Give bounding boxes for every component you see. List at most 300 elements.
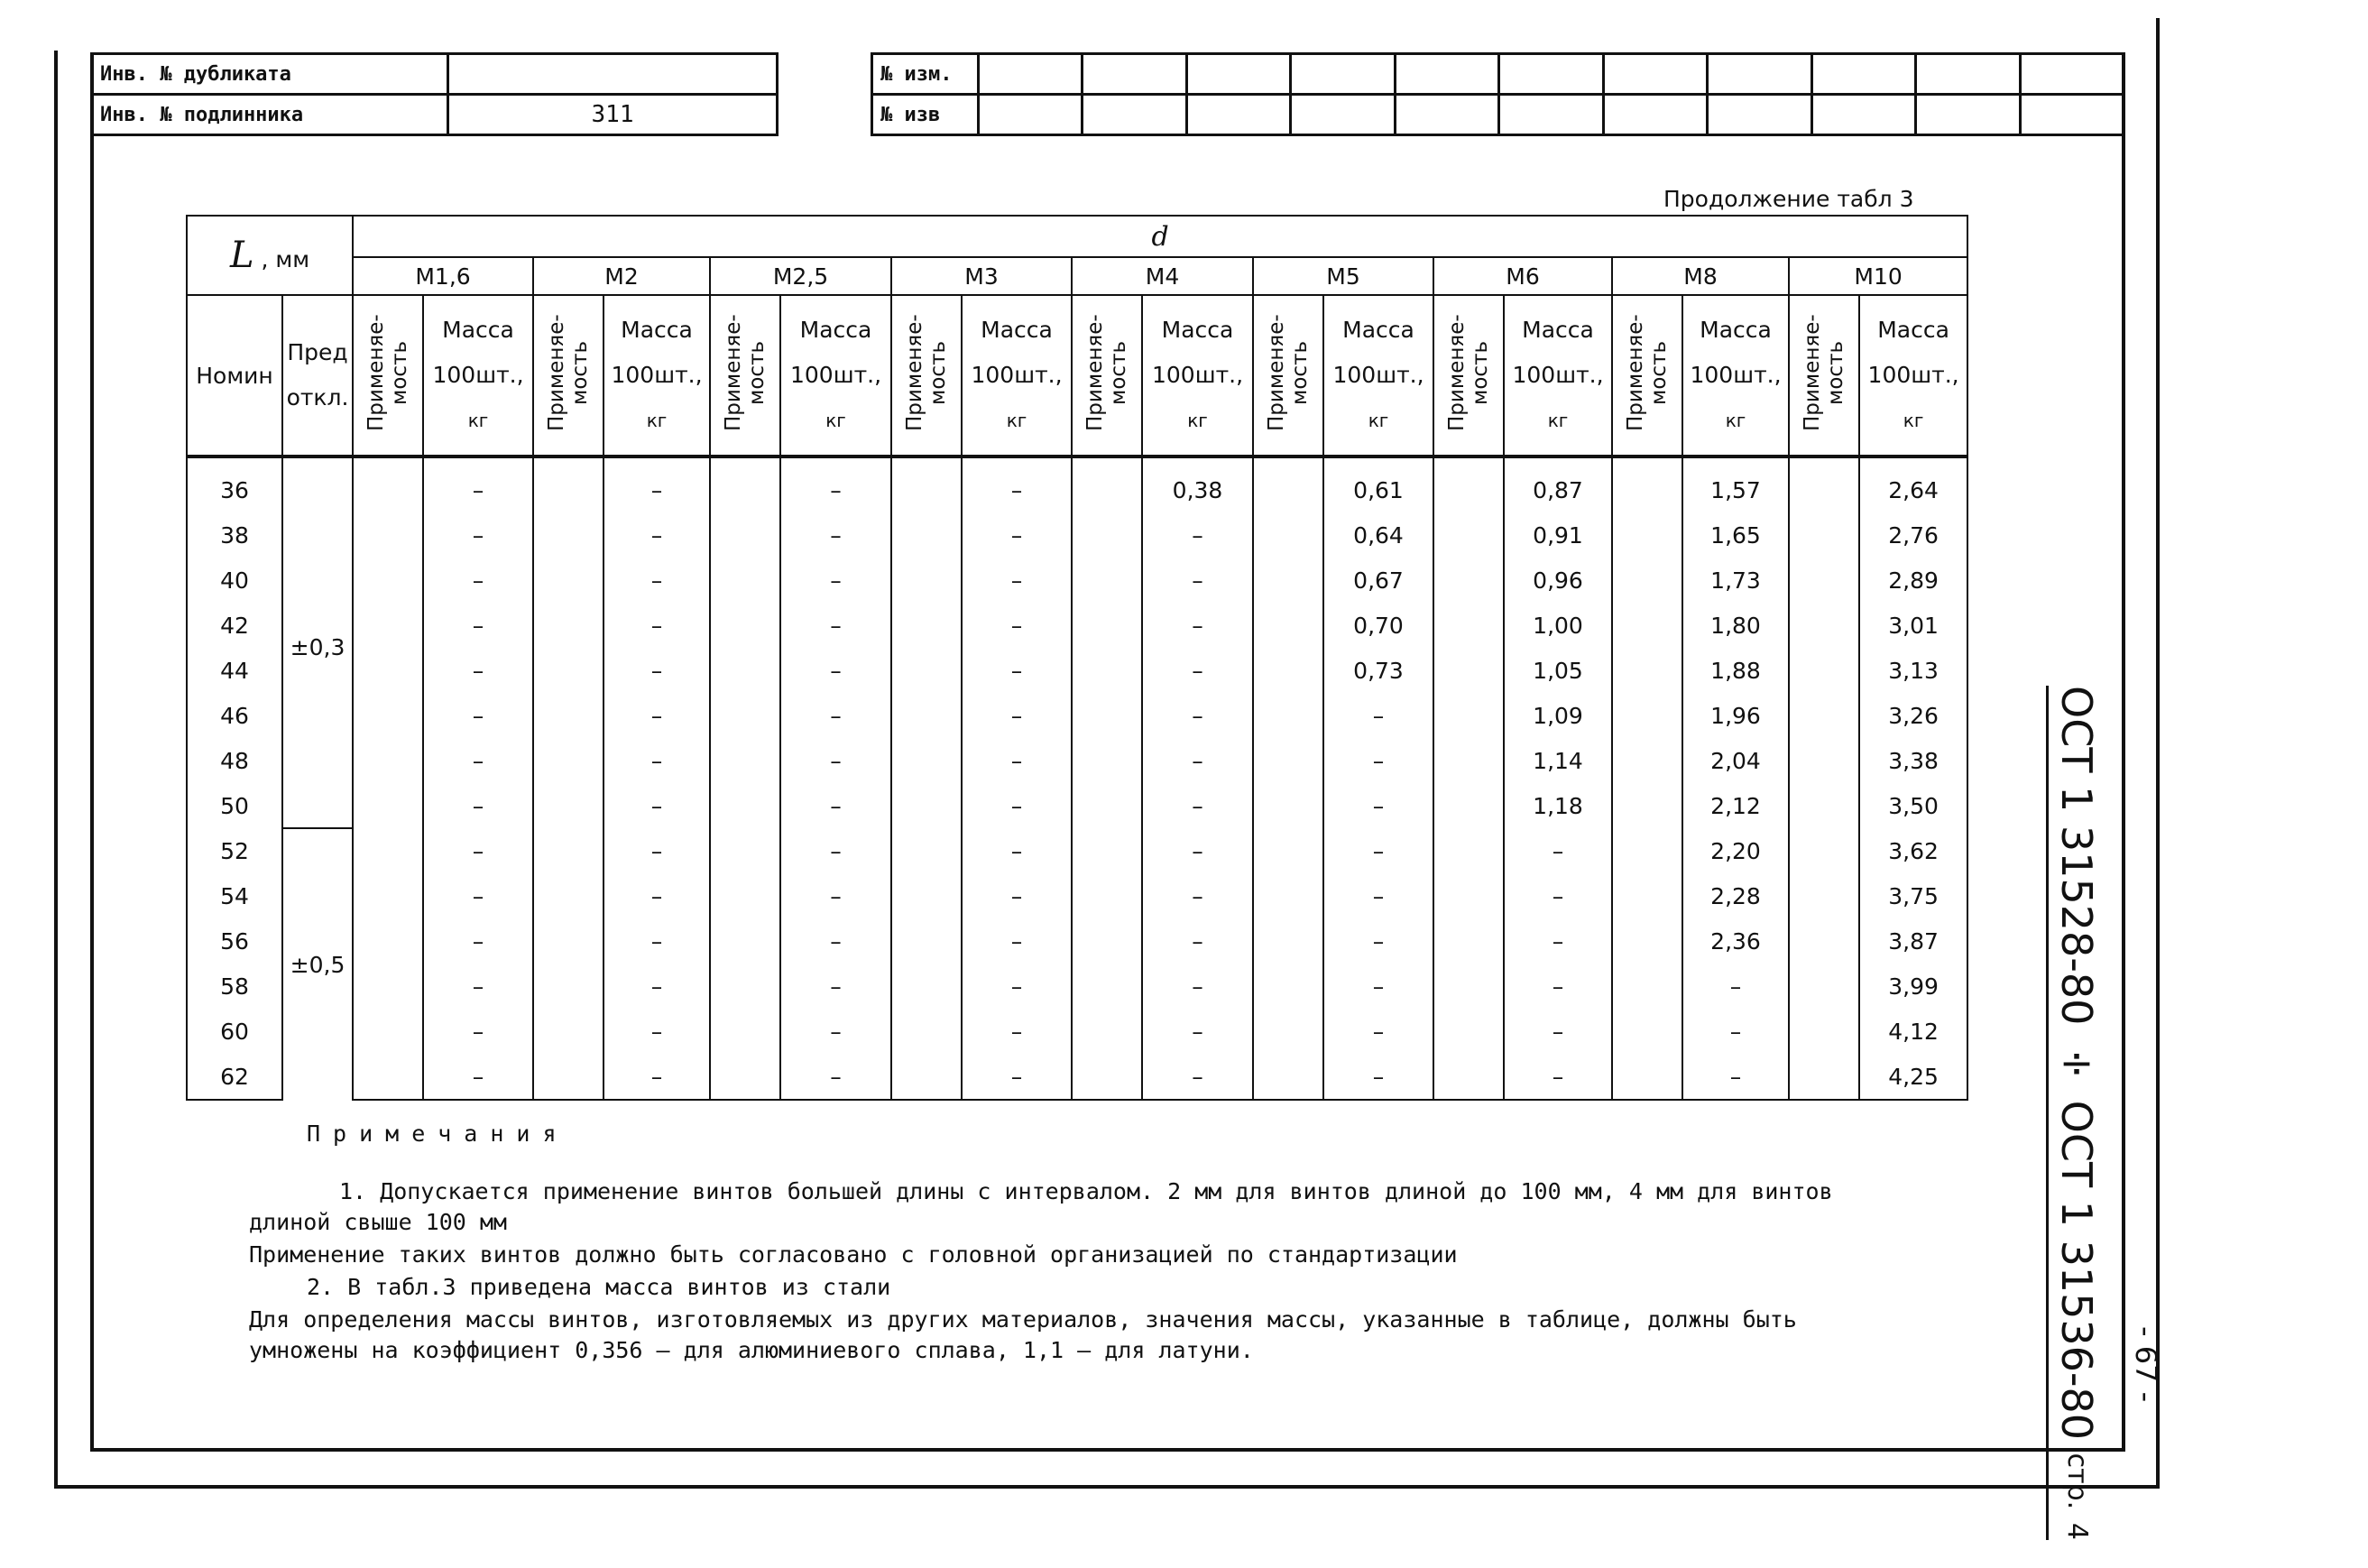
mass-cell: – <box>780 693 891 738</box>
table-row <box>187 512 1967 558</box>
mass-cell: – <box>1142 738 1253 783</box>
mass-cell: – <box>780 738 891 783</box>
mass-header-line: кг <box>1903 410 1924 431</box>
table-row <box>187 1009 1967 1054</box>
mass-cell: 3,87 <box>1859 918 1967 964</box>
mass-table-body <box>187 457 1967 1100</box>
applicability-cell <box>1253 512 1323 558</box>
size-header: M8 <box>1612 257 1789 295</box>
applicability-cell <box>353 558 423 603</box>
applicability-header-text: Применяе-мость <box>1083 314 1131 431</box>
mass-cell: – <box>1323 693 1433 738</box>
mass-cell: 3,38 <box>1859 738 1967 783</box>
mass-header-line: 100шт., <box>1512 362 1604 388</box>
mass-cell: – <box>1323 964 1433 1009</box>
outer-frame-bottom <box>54 1485 2160 1489</box>
applicability-cell <box>1072 693 1142 738</box>
applicability-cell <box>1072 603 1142 648</box>
mass-header-line: Масса <box>981 317 1053 343</box>
mass-cell: 3,99 <box>1859 964 1967 1009</box>
applicability-cell <box>1433 457 1504 512</box>
applicability-cell <box>353 918 423 964</box>
mass-cell: 1,96 <box>1682 693 1789 738</box>
note-2-line-2: Для определения массы винтов, изготовляемых из других материалов, значения массы, указанные в таблице, должны быть <box>249 1306 1797 1333</box>
applicability-cell <box>1253 738 1323 783</box>
applicability-cell <box>1789 603 1859 648</box>
mass-header-line: кг <box>1368 410 1389 431</box>
mass-cell: 1,18 <box>1504 783 1612 828</box>
standard-code <box>2046 686 2101 1540</box>
applicability-cell <box>710 457 780 512</box>
mass-cell: – <box>423 603 533 648</box>
deviation-header-line1: Пред <box>287 339 348 365</box>
sheet-number: - 67 - <box>2129 1326 2163 1403</box>
mass-cell: – <box>1142 693 1253 738</box>
mass-cell: – <box>962 512 1072 558</box>
mass-cell: – <box>604 964 710 1009</box>
standard-code-text: ОСТ 1 31528-80 ÷ ОСТ 1 31536-80 <box>2052 686 2101 1441</box>
mass-cell: 0,38 <box>1142 457 1253 512</box>
mass-cell: – <box>423 1009 533 1054</box>
applicability-cell <box>1789 558 1859 603</box>
applicability-header-text: Применяе-мость <box>1801 314 1848 431</box>
stamp-changes-table <box>871 52 2125 136</box>
applicability-cell <box>710 783 780 828</box>
applicability-cell <box>1612 457 1682 512</box>
mass-cell: 1,88 <box>1682 648 1789 693</box>
mass-cell: – <box>962 964 1072 1009</box>
mass-header <box>423 295 533 457</box>
mass-cell: 1,14 <box>1504 738 1612 783</box>
applicability-cell <box>353 693 423 738</box>
mass-cell: – <box>780 1054 891 1100</box>
applicability-cell <box>1789 964 1859 1009</box>
applicability-cell <box>1253 828 1323 873</box>
d-symbol: d <box>1151 220 1169 253</box>
applicability-header-text: Применяе-мость <box>1445 314 1493 431</box>
nominal-length-cell: 62 <box>187 1054 282 1100</box>
size-header: M5 <box>1253 257 1433 295</box>
deviation-cell: ±0,5 <box>282 828 353 1100</box>
mass-cell: – <box>780 783 891 828</box>
mass-cell: 0,67 <box>1323 558 1433 603</box>
mass-cell: – <box>1142 873 1253 918</box>
mass-cell: 0,73 <box>1323 648 1433 693</box>
nominal-length-cell: 54 <box>187 873 282 918</box>
mass-cell: – <box>962 648 1072 693</box>
mass-cell: 1,00 <box>1504 603 1612 648</box>
applicability-cell <box>1072 783 1142 828</box>
nominal-length-cell: 46 <box>187 693 282 738</box>
outer-frame-left <box>54 51 58 1489</box>
mass-table <box>186 215 1968 1101</box>
size-header: M10 <box>1789 257 1967 295</box>
mass-cell: – <box>780 873 891 918</box>
mass-cell: 3,50 <box>1859 783 1967 828</box>
mass-cell: – <box>780 648 891 693</box>
size-header: M6 <box>1433 257 1612 295</box>
applicability-cell <box>533 918 604 964</box>
mass-cell: – <box>1142 512 1253 558</box>
applicability-header <box>1789 295 1859 457</box>
mass-cell: – <box>423 558 533 603</box>
mass-cell: 3,75 <box>1859 873 1967 918</box>
applicability-cell <box>1253 918 1323 964</box>
mass-cell: 2,64 <box>1859 457 1967 512</box>
mass-cell: 1,57 <box>1682 457 1789 512</box>
applicability-cell <box>353 603 423 648</box>
applicability-header-text: Применяе-мость <box>545 314 593 431</box>
l-header-cell <box>187 216 353 295</box>
size-header: M4 <box>1072 257 1253 295</box>
l-unit: , мм <box>261 246 310 272</box>
applicability-cell <box>1253 693 1323 738</box>
applicability-cell <box>353 648 423 693</box>
applicability-cell <box>1789 738 1859 783</box>
mass-header-line: кг <box>646 410 668 431</box>
mass-cell: – <box>423 693 533 738</box>
mass-header <box>1504 295 1612 457</box>
applicability-cell <box>1433 558 1504 603</box>
table-row <box>187 828 1967 873</box>
mass-header-line: Масса <box>799 317 872 343</box>
note-1-line-1: 1. Допускается применение винтов большей длины с интервалом. 2 мм для винтов длиной до 100 мм, 4 мм для винтов <box>339 1178 1833 1204</box>
applicability-cell <box>1253 1054 1323 1100</box>
applicability-cell <box>1433 1009 1504 1054</box>
mass-cell: – <box>423 512 533 558</box>
mass-cell: 2,89 <box>1859 558 1967 603</box>
mass-header-line: кг <box>1547 410 1569 431</box>
applicability-cell <box>1253 1009 1323 1054</box>
mass-cell: – <box>962 873 1072 918</box>
applicability-cell <box>1433 873 1504 918</box>
applicability-header-text: Применяе-мость <box>1265 314 1313 431</box>
applicability-cell <box>1433 648 1504 693</box>
mass-cell: – <box>780 828 891 873</box>
applicability-cell <box>1072 828 1142 873</box>
applicability-cell <box>891 512 962 558</box>
mass-cell: – <box>780 964 891 1009</box>
applicability-cell <box>1612 1054 1682 1100</box>
mass-header-line: 100шт., <box>1332 362 1424 388</box>
applicability-cell <box>1433 693 1504 738</box>
deviation-header-line2: откл. <box>286 384 349 410</box>
mass-cell: – <box>780 1009 891 1054</box>
mass-header-line: кг <box>1006 410 1027 431</box>
mass-cell: – <box>1142 1054 1253 1100</box>
mass-cell: 2,20 <box>1682 828 1789 873</box>
applicability-cell <box>1072 648 1142 693</box>
applicability-cell <box>1612 873 1682 918</box>
table-row <box>187 738 1967 783</box>
mass-header-line: Масса <box>1700 317 1772 343</box>
mass-cell: – <box>962 1054 1072 1100</box>
applicability-cell <box>710 603 780 648</box>
mass-header-line: кг <box>825 410 846 431</box>
applicability-cell <box>1433 828 1504 873</box>
applicability-cell <box>533 1054 604 1100</box>
table-caption: Продолжение табл 3 <box>1663 186 1914 212</box>
mass-cell: – <box>1142 558 1253 603</box>
mass-header-line: Масса <box>1522 317 1594 343</box>
applicability-cell <box>1433 512 1504 558</box>
applicability-cell <box>1072 873 1142 918</box>
applicability-cell <box>1253 964 1323 1009</box>
mass-cell: – <box>1142 603 1253 648</box>
applicability-cell <box>1072 512 1142 558</box>
subheader-row <box>187 295 1967 457</box>
mass-cell: – <box>780 558 891 603</box>
mass-cell: – <box>604 457 710 512</box>
applicability-cell <box>353 964 423 1009</box>
mass-cell: – <box>1504 873 1612 918</box>
applicability-header <box>533 295 604 457</box>
mass-cell: 1,65 <box>1682 512 1789 558</box>
applicability-cell <box>353 1009 423 1054</box>
mass-cell: – <box>604 558 710 603</box>
mass-cell: – <box>1323 918 1433 964</box>
mass-header-line: 100шт., <box>611 362 703 388</box>
applicability-cell <box>710 558 780 603</box>
mass-cell: – <box>423 964 533 1009</box>
size-header: M2 <box>533 257 710 295</box>
mass-cell: – <box>962 828 1072 873</box>
note-1-line-2: длиной свыше 100 мм <box>249 1209 507 1235</box>
table-row <box>187 457 1967 512</box>
applicability-cell <box>1789 693 1859 738</box>
change-no-label: № изм. <box>872 54 979 95</box>
deviation-cell: ±0,3 <box>282 457 353 828</box>
applicability-cell <box>891 918 962 964</box>
table-row <box>187 783 1967 828</box>
inv-duplicate-value <box>448 54 778 95</box>
mass-header-line: Масса <box>621 317 693 343</box>
mass-cell: 1,73 <box>1682 558 1789 603</box>
l-symbol: L <box>229 235 254 276</box>
mass-cell: – <box>423 873 533 918</box>
applicability-cell <box>533 783 604 828</box>
size-header: M2,5 <box>710 257 891 295</box>
mass-cell: – <box>423 457 533 512</box>
inv-duplicate-label: Инв. № дубликата <box>92 54 448 95</box>
notes-title: Примечания <box>307 1121 569 1147</box>
mass-cell: – <box>604 873 710 918</box>
applicability-cell <box>1072 558 1142 603</box>
mass-cell: – <box>423 1054 533 1100</box>
mass-cell: – <box>1142 648 1253 693</box>
mass-cell: – <box>1323 738 1433 783</box>
applicability-cell <box>1612 1009 1682 1054</box>
applicability-cell <box>1433 918 1504 964</box>
deviation-header <box>282 295 353 457</box>
applicability-cell <box>353 512 423 558</box>
applicability-header <box>1433 295 1504 457</box>
mass-cell: – <box>780 512 891 558</box>
note-2-line-3: умножены на коэффициент 0,356 – для алюминиевого сплава, 1,1 – для латуни. <box>249 1337 1254 1363</box>
applicability-cell <box>710 873 780 918</box>
mass-cell: – <box>780 918 891 964</box>
nominal-length-cell: 44 <box>187 648 282 693</box>
mass-cell: – <box>1682 1054 1789 1100</box>
applicability-cell <box>891 738 962 783</box>
applicability-cell <box>891 1009 962 1054</box>
mass-cell: – <box>1504 828 1612 873</box>
applicability-cell <box>1253 603 1323 648</box>
applicability-cell <box>1072 964 1142 1009</box>
applicability-cell <box>891 828 962 873</box>
mass-cell: – <box>1142 964 1253 1009</box>
applicability-cell <box>533 738 604 783</box>
applicability-cell <box>1072 1054 1142 1100</box>
mass-cell: 1,80 <box>1682 603 1789 648</box>
applicability-cell <box>1612 693 1682 738</box>
mass-header-line: 100шт., <box>971 362 1063 388</box>
applicability-cell <box>710 918 780 964</box>
mass-cell: 2,12 <box>1682 783 1789 828</box>
nominal-length-cell: 50 <box>187 783 282 828</box>
mass-cell: – <box>962 738 1072 783</box>
mass-cell: 1,09 <box>1504 693 1612 738</box>
applicability-cell <box>891 457 962 512</box>
applicability-cell <box>710 1054 780 1100</box>
mass-cell: 2,28 <box>1682 873 1789 918</box>
inv-original-value: 311 <box>448 95 778 135</box>
nominal-length-cell: 58 <box>187 964 282 1009</box>
mass-header-line: кг <box>467 410 489 431</box>
applicability-cell <box>1612 783 1682 828</box>
applicability-header <box>353 295 423 457</box>
mass-cell: – <box>1142 783 1253 828</box>
mass-cell: – <box>780 603 891 648</box>
applicability-cell <box>891 603 962 648</box>
applicability-cell <box>1789 828 1859 873</box>
mass-cell: – <box>1504 918 1612 964</box>
table-row <box>187 1054 1967 1100</box>
mass-cell: – <box>962 918 1072 964</box>
applicability-cell <box>710 1009 780 1054</box>
mass-cell: 0,87 <box>1504 457 1612 512</box>
mass-cell: – <box>1682 1009 1789 1054</box>
applicability-cell <box>1253 558 1323 603</box>
nominal-length-cell: 56 <box>187 918 282 964</box>
stamp-inventory-table <box>90 52 779 136</box>
mass-cell: – <box>1323 783 1433 828</box>
applicability-cell <box>533 964 604 1009</box>
mass-cell: – <box>604 918 710 964</box>
applicability-header-text: Применяе-мость <box>903 314 951 431</box>
applicability-cell <box>1612 648 1682 693</box>
mass-cell: – <box>604 1054 710 1100</box>
applicability-cell <box>533 457 604 512</box>
mass-header <box>604 295 710 457</box>
mass-cell: 3,62 <box>1859 828 1967 873</box>
applicability-cell <box>1433 603 1504 648</box>
mass-cell: – <box>962 1009 1072 1054</box>
applicability-cell <box>710 738 780 783</box>
nominal-length-cell: 48 <box>187 738 282 783</box>
mass-cell: – <box>1142 1009 1253 1054</box>
mass-cell: – <box>1142 828 1253 873</box>
applicability-header-text: Применяе-мость <box>364 314 412 431</box>
table-row <box>187 603 1967 648</box>
mass-cell: 0,91 <box>1504 512 1612 558</box>
applicability-cell <box>1789 873 1859 918</box>
mass-header <box>962 295 1072 457</box>
applicability-cell <box>533 603 604 648</box>
nominal-length-cell: 42 <box>187 603 282 648</box>
mass-header-line: 100шт., <box>789 362 882 388</box>
mass-cell: – <box>423 648 533 693</box>
applicability-cell <box>710 693 780 738</box>
table-row <box>187 873 1967 918</box>
nominal-length-cell: 60 <box>187 1009 282 1054</box>
applicability-cell <box>891 558 962 603</box>
mass-header-line: Масса <box>442 317 514 343</box>
applicability-cell <box>533 828 604 873</box>
applicability-cell <box>533 558 604 603</box>
mass-header <box>1142 295 1253 457</box>
table-row <box>187 558 1967 603</box>
table-row <box>187 648 1967 693</box>
applicability-cell <box>891 873 962 918</box>
applicability-header-text: Применяе-мость <box>722 314 769 431</box>
applicability-cell <box>1433 783 1504 828</box>
mass-cell: 2,04 <box>1682 738 1789 783</box>
applicability-cell <box>891 783 962 828</box>
mass-header <box>780 295 891 457</box>
applicability-cell <box>1612 512 1682 558</box>
applicability-cell <box>1253 457 1323 512</box>
applicability-cell <box>1253 873 1323 918</box>
applicability-cell <box>1789 457 1859 512</box>
mass-header <box>1859 295 1967 457</box>
applicability-cell <box>891 964 962 1009</box>
mass-header <box>1682 295 1789 457</box>
applicability-cell <box>1612 828 1682 873</box>
applicability-cell <box>533 873 604 918</box>
applicability-cell <box>1433 1054 1504 1100</box>
outer-frame-right <box>2156 18 2160 1489</box>
mass-header-line: 100шт., <box>1690 362 1782 388</box>
applicability-cell <box>710 964 780 1009</box>
mass-cell: 1,05 <box>1504 648 1612 693</box>
applicability-cell <box>891 648 962 693</box>
applicability-cell <box>891 1054 962 1100</box>
mass-cell: 2,36 <box>1682 918 1789 964</box>
mass-cell: – <box>423 918 533 964</box>
note-1-line-3: Применение таких винтов должно быть согласовано с головной организацией по стандартизации <box>249 1241 1458 1268</box>
applicability-header <box>710 295 780 457</box>
applicability-cell <box>353 783 423 828</box>
mass-cell: 3,01 <box>1859 603 1967 648</box>
mass-cell: 3,26 <box>1859 693 1967 738</box>
mass-cell: – <box>962 558 1072 603</box>
applicability-header <box>891 295 962 457</box>
mass-cell: – <box>604 693 710 738</box>
applicability-cell <box>1612 918 1682 964</box>
mass-header-line: 100шт., <box>432 362 524 388</box>
applicability-cell <box>891 693 962 738</box>
applicability-cell <box>1253 648 1323 693</box>
page-label: стр. <box>2061 1453 2093 1510</box>
applicability-cell <box>1789 783 1859 828</box>
nominal-length-cell: 52 <box>187 828 282 873</box>
mass-cell: – <box>604 512 710 558</box>
mass-cell: – <box>1504 1054 1612 1100</box>
d-header-cell <box>353 216 1967 257</box>
applicability-cell <box>353 738 423 783</box>
applicability-cell <box>1433 738 1504 783</box>
